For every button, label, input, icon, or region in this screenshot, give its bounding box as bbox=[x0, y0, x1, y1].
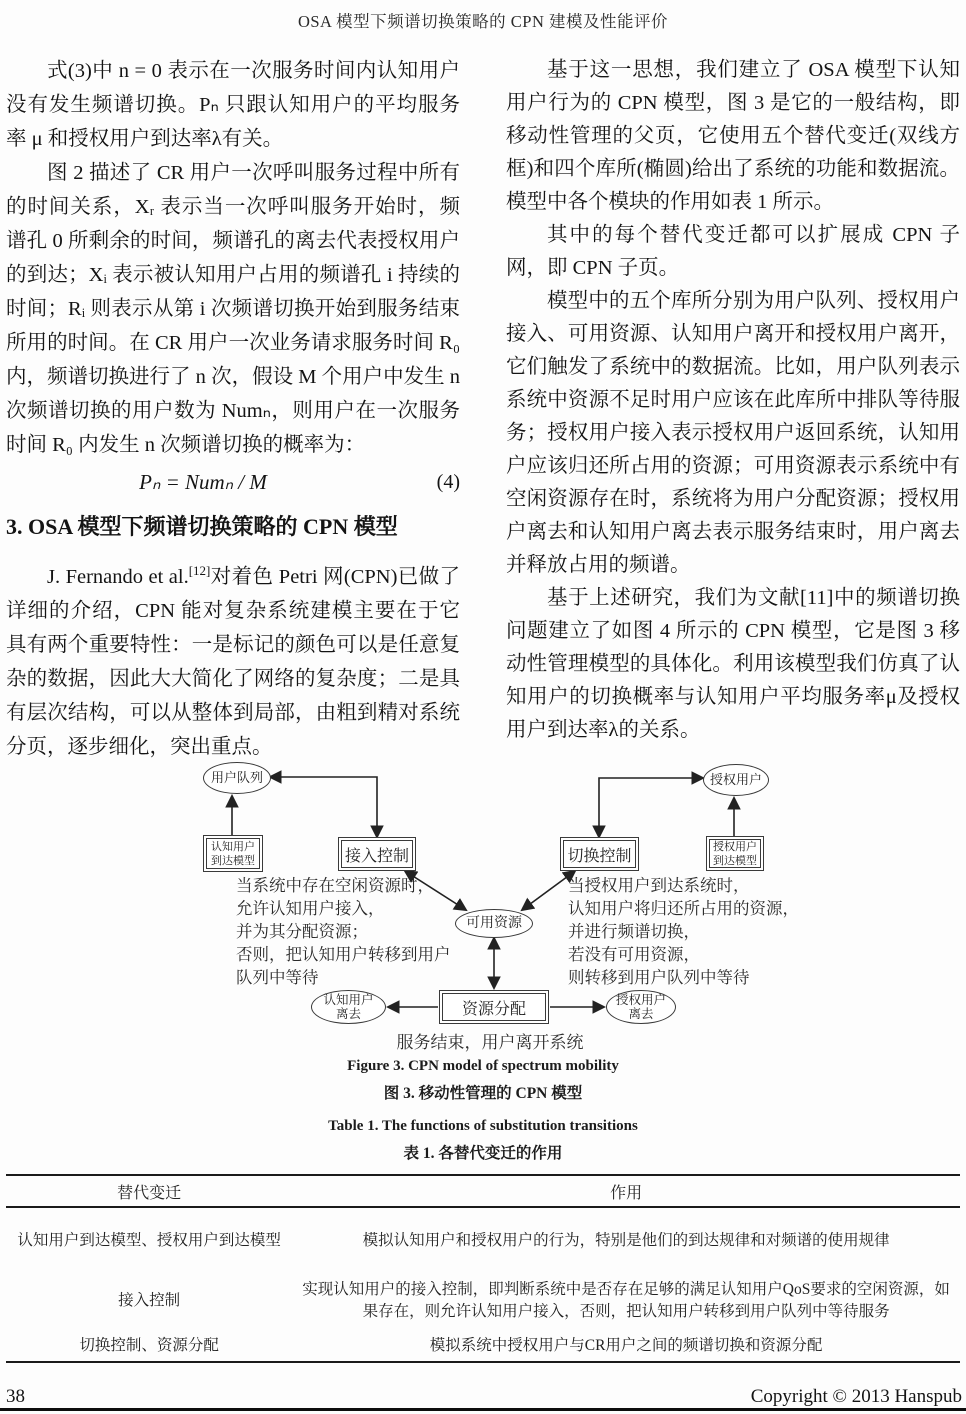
place-licensed-user-leave bbox=[606, 990, 676, 1024]
place-label-line2: 离去 bbox=[335, 1007, 361, 1021]
transition-label: 资源分配 bbox=[461, 1000, 526, 1018]
annotation-line: 并为其分配资源； bbox=[236, 922, 368, 941]
figure-caption-en: Figure 3. CPN model of spectrum mobility bbox=[347, 1058, 619, 1074]
cell-transition: 切换控制、资源分配 bbox=[79, 1337, 219, 1354]
transition-label: 接入控制 bbox=[344, 847, 409, 865]
figure-caption-zh: 图 3. 移动性管理的 CPN 模型 bbox=[383, 1085, 583, 1102]
cell-function: 实现认知用户的接入控制，即判断系统中是否存在足够的满足认知用户QoS要求的空闲资源，如果存在，则允许认知用户接入，否则，把认知用户转移到用户队列中等待服务 bbox=[302, 1280, 950, 1320]
place-licensed-user bbox=[703, 764, 769, 796]
paragraph: 图 2 描述了 CR 用户一次呼叫服务过程中所有的时间关系，Xᵣ 表示当一次呼叫服务开始时，频谱孔 0 所剩余的时间，频谱孔的离去代表授权用户的到达；Xᵢ 表示被认知用户占用的频谱孔 i 持续的时间；Rᵢ 则表示从第 i 次频谱切换开始到服务结束所用的时间。在 CR 用户一次业务请求服务时间 R₀ 内，频谱切换进行了 n 次，假设 M 个用户中发生 n 次频谱切换的用户数为 Numₙ，则用户在一次服务时间 R₀ 内发生 n 次频谱切换的概率为： bbox=[6, 162, 460, 456]
transition-licensed-arrival-model bbox=[706, 836, 764, 871]
table-row bbox=[6, 1207, 960, 1270]
transition-label: 切换控制 bbox=[567, 847, 632, 865]
equation-4 bbox=[6, 463, 460, 501]
transition-access-control bbox=[338, 837, 416, 871]
transition-cr-arrival-model bbox=[203, 835, 263, 872]
cell-transition: 认知用户到达模型、授权用户到达模型 bbox=[17, 1232, 281, 1249]
annotation-service-end: 服务结束，用户离开系统 bbox=[396, 1033, 584, 1052]
citation-author: J. Fernando et al. bbox=[47, 565, 189, 588]
annotation-line: 否则，把认知用户转移到用户 bbox=[236, 945, 451, 964]
paragraph: 基于上述研究，我们为文献[11]中的频谱切换问题建立了如图 4 所示的 CPN 模型，它是图 3 移动性管理模型的具体化。利用该模型我们仿真了认知用户的切换概率与认知用户平均服务率μ及授权用户到达率λ的关系。 bbox=[506, 587, 960, 741]
table-header-row bbox=[6, 1175, 960, 1207]
column-header-transition: 替代变迁 bbox=[117, 1184, 182, 1202]
annotation-line: 则转移到用户队列中等待 bbox=[568, 968, 750, 987]
transition-label-line2: 到达模型 bbox=[211, 854, 255, 867]
annotation-line: 当系统中存在空闲资源时， bbox=[236, 876, 434, 895]
place-cr-user-leave bbox=[311, 990, 386, 1024]
transition-handoff-control bbox=[560, 837, 639, 871]
place-label: 用户队列 bbox=[210, 770, 263, 785]
copyright-text: Copyright © 2013 Hanspub bbox=[750, 1386, 962, 1407]
place-label-line1: 授权用户 bbox=[615, 993, 666, 1007]
annotation-line: 允许认知用户接入， bbox=[236, 899, 385, 918]
equation-number: (4) bbox=[436, 471, 460, 493]
paragraph: 其中的每个替代变迁都可以扩展成 CPN 子网，即 CPN 子页。 bbox=[506, 224, 960, 279]
place-label: 授权用户 bbox=[709, 772, 762, 787]
annotation-handoff-control bbox=[568, 874, 799, 989]
cell-function: 模拟系统中授权用户与CR用户之间的频谱切换和资源分配 bbox=[429, 1337, 823, 1354]
table-caption-en: Table 1. The functions of substitution transitions bbox=[328, 1118, 638, 1134]
citation-ref-12: [12] bbox=[188, 563, 211, 578]
annotation-line: 当授权用户到达系统时， bbox=[568, 876, 750, 895]
page-header-title: OSA 模型下频谱切换策略的 CPN 建模及性能评价 bbox=[297, 12, 669, 31]
equation-body: Pₙ = Numₙ / M bbox=[139, 470, 267, 494]
table-caption-zh: 表 1. 各替代变迁的作用 bbox=[403, 1145, 563, 1162]
place-label: 可用资源 bbox=[466, 915, 522, 931]
annotation-line: 若没有可用资源， bbox=[568, 945, 700, 964]
figure-3-cpn-diagram bbox=[180, 752, 799, 1058]
table-1 bbox=[6, 1174, 960, 1363]
paragraph-text: 对着色 Petri 网(CPN)已做了详细的介绍，CPN 能对复杂系统建模主要在于它具有两个重要特性：一是标记的颜色可以是任意复杂的数据，因此大大简化了网络的复杂度；二是具有层次结构，可以从整体到局部，由粗到精对系统分页，逐步细化，突出重点。 bbox=[6, 565, 460, 758]
cell-function: 模拟认知用户和授权用户的行为，特别是他们的到达规律和对频谱的使用规律 bbox=[362, 1232, 890, 1249]
transition-resource-allocation bbox=[439, 990, 549, 1024]
paragraph bbox=[6, 554, 460, 764]
annotation-line: 队列中等待 bbox=[236, 968, 319, 987]
page-bottom-rule bbox=[0, 1408, 966, 1411]
cell-transition: 接入控制 bbox=[118, 1291, 181, 1309]
annotation-access-control bbox=[236, 874, 451, 989]
place-user-queue bbox=[203, 762, 271, 794]
page-number: 38 bbox=[6, 1386, 25, 1407]
transition-label-line1: 认知用户 bbox=[211, 840, 255, 853]
paragraph: 式(3)中 n = 0 表示在一次服务时间内认知用户没有发生频谱切换。Pₙ 只跟认知用户的平均服务率 μ 和授权用户到达率λ有关。 bbox=[6, 60, 460, 150]
place-available-resources bbox=[455, 909, 533, 938]
right-column bbox=[506, 54, 960, 747]
annotation-line: 认知用户将归还所占用的资源， bbox=[568, 899, 799, 918]
annotation-line: 并进行频谱切换， bbox=[568, 922, 700, 941]
column-header-function: 作用 bbox=[610, 1184, 643, 1202]
section-heading-3: 3. OSA 模型下频谱切换策略的 CPN 模型 bbox=[6, 514, 398, 539]
table-row bbox=[6, 1270, 960, 1327]
paragraph: 基于这一思想，我们建立了 OSA 模型下认知用户行为的 CPN 模型，图 3 是它的一般结构，即移动性管理的父页，它使用五个替代变迁(双线方框)和四个库所(椭圆)给出了系统的功能和数据流。模型中各个模块的作用如表 1 所示。 bbox=[506, 59, 960, 213]
transition-label-line1: 授权用户 bbox=[713, 840, 757, 853]
table-row bbox=[6, 1327, 960, 1362]
left-column bbox=[6, 54, 460, 764]
place-label-line1: 认知用户 bbox=[323, 993, 374, 1007]
paragraph: 模型中的五个库所分别为用户队列、授权用户接入、可用资源、认知用户离开和授权用户离开，它们触发了系统中的数据流。比如，用户队列表示系统中资源不足时用户应该在此库所中排队等待服务；授权用户接入表示授权用户返回系统，认知用户应该归还所占用的资源；可用资源表示系统中有空闲资源存在时，系统将为用户分配资源；授权用户离去和认知用户离去表示服务结束时，用户离去并释放占用的频谱。 bbox=[506, 290, 960, 576]
place-label-line2: 离去 bbox=[628, 1007, 654, 1021]
transition-label-line2: 到达模型 bbox=[713, 854, 757, 867]
